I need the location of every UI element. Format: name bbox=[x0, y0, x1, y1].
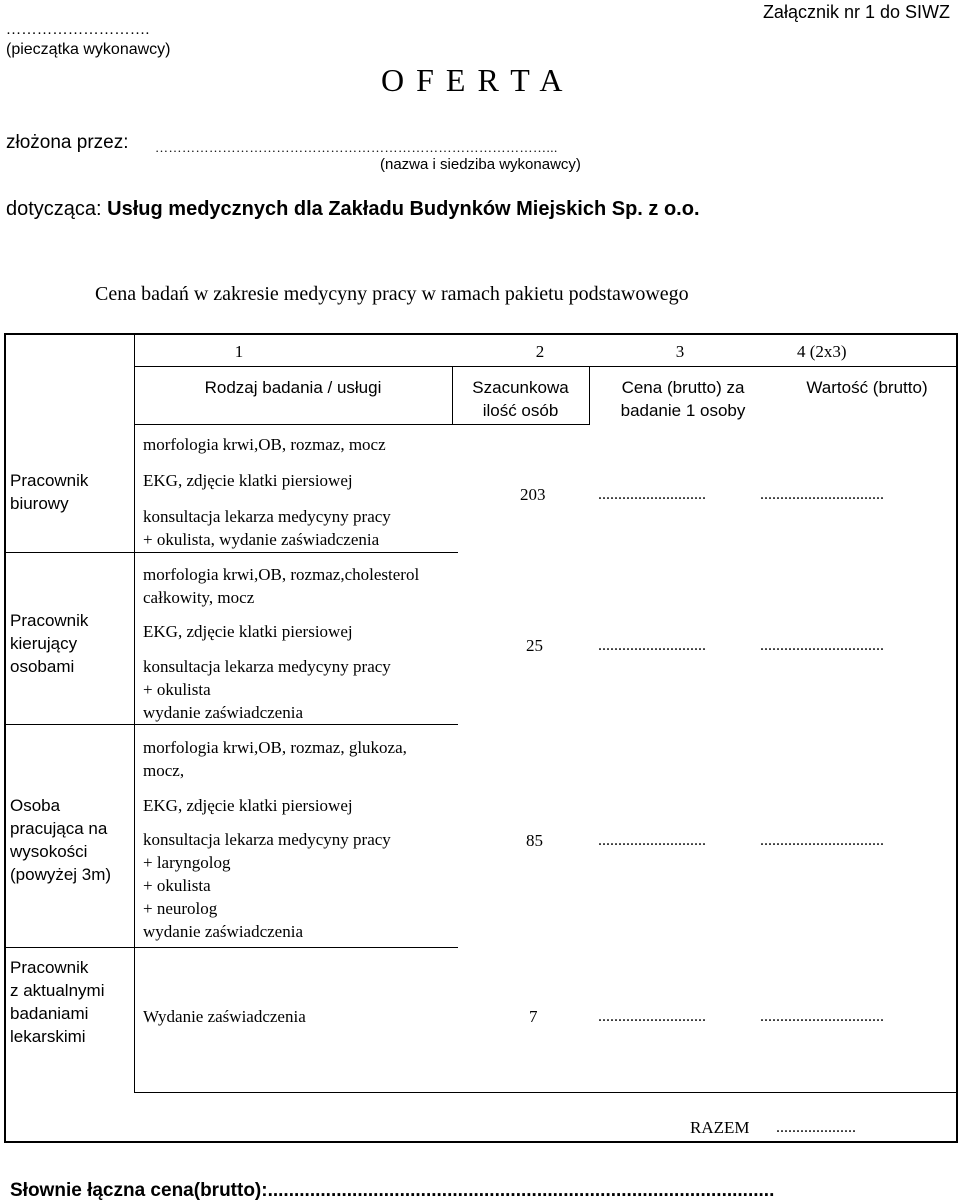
section-title: Cena badań w zakresie medycyny pracy w ramach pakietu podstawowego bbox=[95, 283, 689, 305]
service-line: wydanie zaświadczenia bbox=[143, 703, 303, 722]
category-line: kierujący bbox=[10, 634, 78, 653]
service-line: morfologia krwi,OB, rozmaz, mocz bbox=[143, 435, 386, 454]
category-line: lekarskimi bbox=[10, 1027, 86, 1046]
price-header-line: badanie 1 osoby bbox=[620, 401, 746, 420]
service-line: morfologia krwi,OB, rozmaz,cholesterol bbox=[143, 565, 420, 584]
column-number: 3 bbox=[675, 342, 685, 361]
total-row-divider bbox=[134, 1092, 956, 1093]
quantity-cell: 85 bbox=[526, 831, 543, 850]
service-line: Wydanie zaświadczenia bbox=[143, 1007, 306, 1026]
category-cell bbox=[10, 609, 88, 678]
service-line: konsultacja lekarza medycyny pracy bbox=[143, 657, 391, 676]
service-line: + okulista bbox=[143, 680, 211, 699]
category-line: wysokości bbox=[10, 842, 88, 861]
total-value-dots: .................... bbox=[776, 1119, 856, 1136]
column-divider bbox=[134, 333, 135, 1093]
table-border-bottom bbox=[4, 1141, 958, 1143]
quantity-cell: 25 bbox=[526, 636, 543, 655]
value-column-header: Wartość (brutto) bbox=[806, 378, 928, 397]
service-line: morfologia krwi,OB, rozmaz, glukoza, bbox=[143, 738, 407, 757]
quantity-column-header bbox=[452, 376, 589, 422]
price-input-dots: ........................... bbox=[598, 1008, 706, 1025]
category-line: (powyżej 3m) bbox=[10, 865, 112, 884]
column-number: 2 bbox=[535, 342, 545, 361]
service-line: EKG, zdjęcie klatki piersiowej bbox=[143, 471, 353, 490]
category-cell bbox=[10, 469, 88, 515]
service-line: mocz, bbox=[143, 761, 185, 780]
concerning-value: Usług medycznych dla Zakładu Budynków Miejskich Sp. z o.o. bbox=[107, 198, 700, 220]
category-line: biurowy bbox=[10, 494, 69, 513]
submitted-by-label: złożona przez: bbox=[6, 132, 129, 153]
table-border-left bbox=[4, 333, 6, 1143]
quantity-header-line: ilość osób bbox=[482, 401, 559, 420]
total-in-words-label: Słownie łączna cena(brutto): bbox=[10, 1180, 268, 1201]
service-line: konsultacja lekarza medycyny pracy bbox=[143, 830, 391, 849]
category-line: badaniami bbox=[10, 1004, 89, 1023]
quantity-cell: 7 bbox=[529, 1007, 538, 1026]
category-line: Pracownik bbox=[10, 611, 89, 630]
stamp-placeholder-dots: ………………………. bbox=[6, 22, 150, 38]
price-input-dots: ........................... bbox=[598, 486, 706, 503]
service-column-header: Rodzaj badania / usługi bbox=[204, 378, 382, 397]
stamp-label: (pieczątka wykonawcy) bbox=[6, 41, 171, 58]
service-line: konsultacja lekarza medycyny pracy bbox=[143, 507, 391, 526]
header-divider bbox=[134, 366, 956, 367]
price-input-dots: ........................... bbox=[598, 637, 706, 654]
value-input-dots: ............................... bbox=[760, 1008, 884, 1025]
service-line: EKG, zdjęcie klatki piersiowej bbox=[143, 622, 353, 641]
column-number: 4 (2x3) bbox=[797, 342, 847, 361]
column-number: 1 bbox=[234, 342, 244, 361]
quantity-header-line: Szacunkowa bbox=[472, 378, 569, 397]
service-line: EKG, zdjęcie klatki piersiowej bbox=[143, 796, 353, 815]
quantity-cell: 203 bbox=[520, 485, 546, 504]
concerning-line bbox=[6, 198, 700, 221]
price-input-dots: ........................... bbox=[598, 832, 706, 849]
price-header-line: Cena (brutto) za bbox=[621, 378, 745, 397]
service-line: + okulista, wydanie zaświadczenia bbox=[143, 530, 380, 549]
submitted-by-dots: ……………………………………………………………………………... bbox=[155, 140, 558, 155]
total-label: RAZEM bbox=[690, 1118, 750, 1137]
category-line: osobami bbox=[10, 657, 75, 676]
category-line: Pracownik bbox=[10, 958, 89, 977]
table-border-top bbox=[4, 333, 958, 335]
annex-label: Załącznik nr 1 do SIWZ bbox=[762, 2, 950, 22]
service-line: + okulista bbox=[143, 876, 211, 895]
total-in-words-dots: ................................................................................................ bbox=[267, 1180, 775, 1201]
category-cell bbox=[10, 956, 104, 1048]
category-line: z aktualnymi bbox=[10, 981, 105, 1000]
service-line: + neurolog bbox=[143, 899, 218, 918]
row-divider bbox=[4, 947, 458, 948]
row-divider bbox=[4, 552, 458, 553]
header-divider bbox=[134, 424, 590, 425]
category-cell bbox=[10, 794, 111, 886]
company-name-caption: (nazwa i siedziba wykonawcy) bbox=[380, 156, 581, 173]
service-line: wydanie zaświadczenia bbox=[143, 922, 303, 941]
row-divider bbox=[4, 724, 458, 725]
service-line: całkowity, mocz bbox=[143, 588, 255, 607]
category-line: Pracownik bbox=[10, 471, 89, 490]
category-line: Osoba bbox=[10, 796, 61, 815]
value-input-dots: ............................... bbox=[760, 637, 884, 654]
offer-title: O F E R T A bbox=[381, 62, 565, 98]
total-in-words-line bbox=[10, 1180, 774, 1202]
value-input-dots: ............................... bbox=[760, 832, 884, 849]
service-line: + laryngolog bbox=[143, 853, 231, 872]
concerning-label: dotycząca: bbox=[6, 198, 102, 220]
category-line: pracująca na bbox=[10, 819, 108, 838]
value-input-dots: ............................... bbox=[760, 486, 884, 503]
price-column-header bbox=[589, 376, 777, 422]
table-border-right bbox=[956, 333, 958, 1143]
